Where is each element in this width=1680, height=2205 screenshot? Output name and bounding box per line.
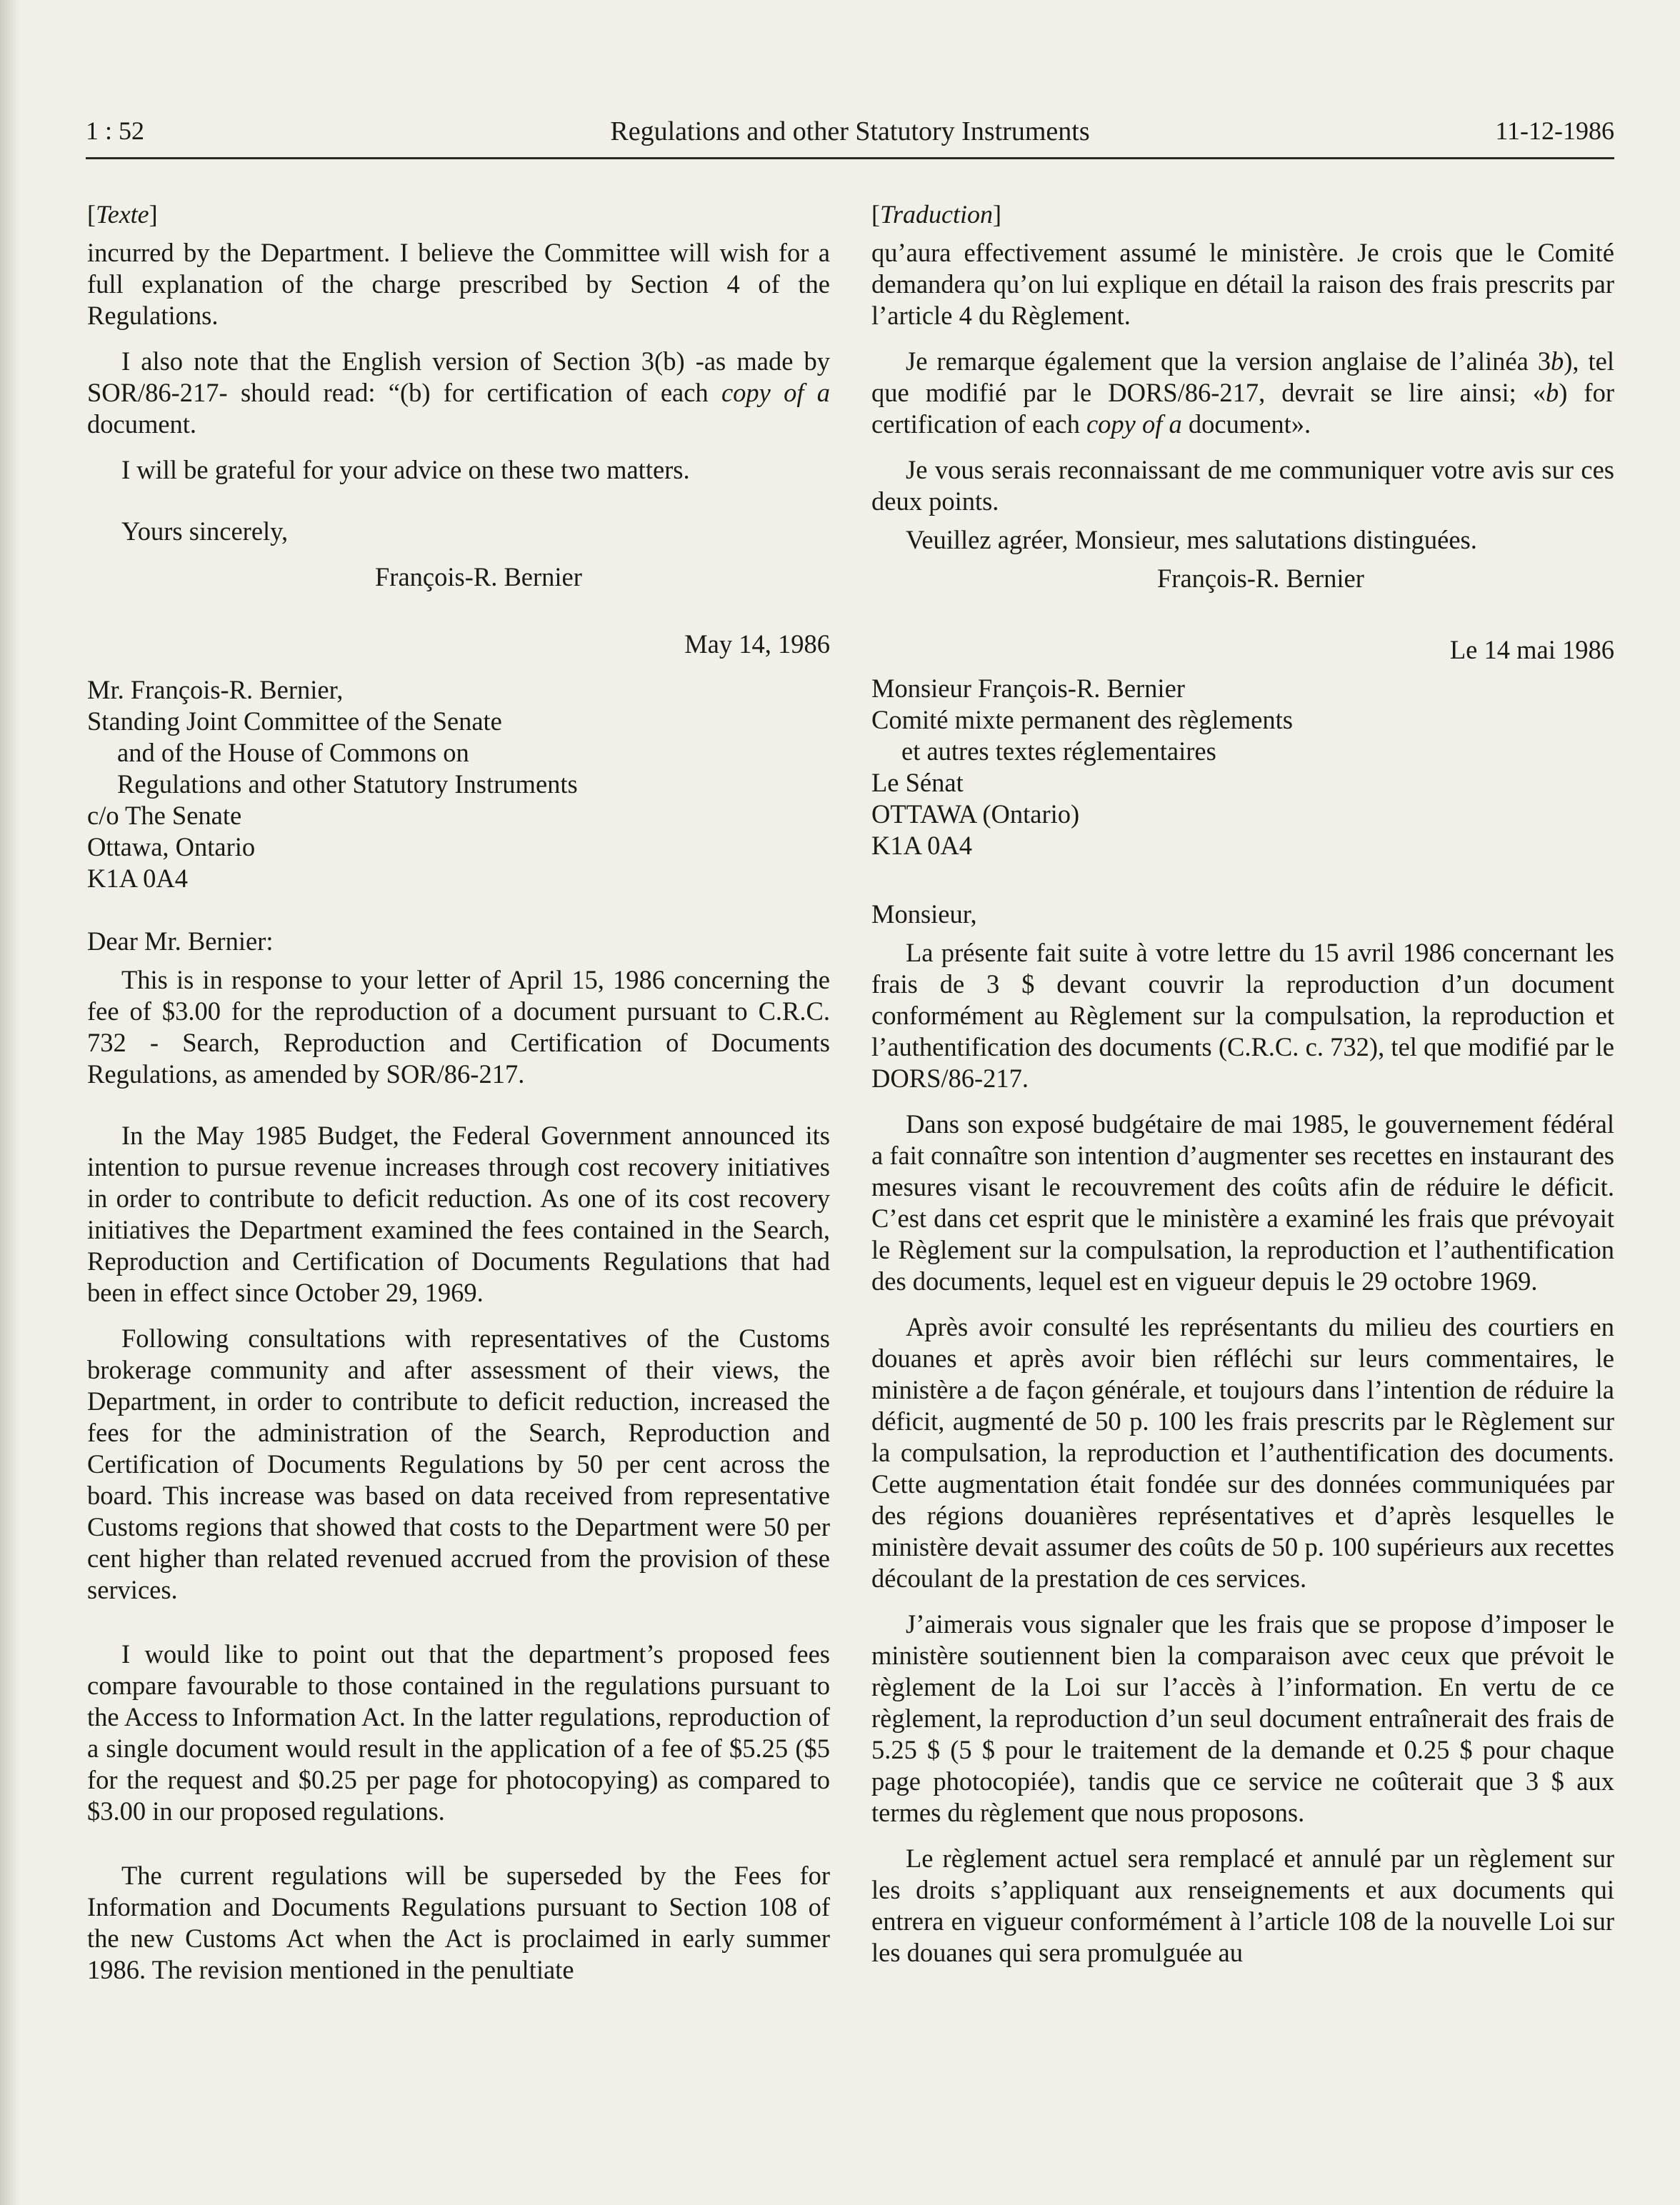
address-block (87, 674, 830, 894)
address-line: c/o The Senate (87, 801, 242, 830)
paragraph: I would like to point out that the department’s proposed fees compare favourable to those contained in the regulations pursuant to the Access to Information Act. In the latter regulations, reproduction of a single document would result in the application of a fee of $5.25 ($5 for the request and $0.25 per page for photocopying) as compared to $3.00 in our proposed regulations. (87, 1639, 830, 1826)
paragraph: Following consultations with representatives of the Customs brokerage community and after assessment of their views, the Department, in order to contribute to deficit reduction, increased the fees for the administration of the Search, Reproduction and Certification of Documents Regulations by 50 per cent across the board. This increase was based on data received from representative Customs regions that showed that costs to the Department were 50 per cent higher than related revenued accrued from the provision of these services. (87, 1324, 830, 1604)
paragraph: Après avoir consulté les représentants du milieu des courtiers en douanes et après avoir bien réfléchi sur leurs commentaires, le ministère a de façon générale, et toujours dans l’intention de réduire la déficit, augmenté de 50 p. 100 les frais prescrits par le Règlement sur la compulsation, la reproduction et l’authentification des documents. Cette augmentation était fondée sur des données communiquées par des régions douanières représentatives et d’après lesquelles le ministère devait assumer des coûts de 50 p. 100 supérieurs aux recettes découlant de la prestation de ces services. (871, 1312, 1614, 1593)
running-title: Regulations and other Statutory Instruments (610, 116, 1090, 146)
address-line: Mr. François-R. Bernier, (87, 675, 344, 704)
paragraph: In the May 1985 Budget, the Federal Government announced its intention to pursue revenue increases through cost recovery initiatives in order to contribute to deficit reduction. As one of its cost recovery initiatives the Department examined the fees contained in the Search, Reproduction and Certification of Documents Regulations that had been in effect since October 29, 1969. (87, 1121, 830, 1307)
paragraph: Je vous serais reconnaissant de me communiquer votre avis sur ces deux points. (871, 455, 1614, 516)
address-line: Ottawa, Ontario (87, 832, 256, 861)
address-line: Monsieur François-R. Bernier (871, 674, 1185, 703)
signature: François-R. Bernier (1157, 564, 1364, 593)
page-edge-shadow (0, 0, 20, 2205)
french-column (871, 199, 1614, 1969)
paragraph: La présente fait suite à votre lettre du 15 avril 1986 concernant les frais de 3 $ devant couvrir la reproduction d’un document conformément au Règlement sur la compulsation, la reproduction et l’authentification des documents (C.R.C. c. 732), tel que modifié par le DORS/86-217. (871, 938, 1614, 1093)
salutation: Dear Mr. Bernier: (87, 926, 274, 956)
closing: Veuillez agréer, Monsieur, mes salutations distinguées. (906, 525, 1477, 554)
address-line: et autres textes réglementaires (901, 736, 1216, 766)
address-line: OTTAWA (Ontario) (871, 799, 1080, 829)
paragraph: Dans son exposé budgétaire de mai 1985, le gouvernement fédéral a fait connaître son intention d’augmenter ses recettes en instaurant des mesures visant le recouvrement des coûts afin de réduire le déficit. C’est dans cet esprit que le ministère a examiné les frais que prévoyait le Règlement sur la compulsation, la reproduction et l’authentification des documents, lequel est en vigueur depuis le 29 octobre 1969. (871, 1109, 1614, 1296)
address-line: Comité mixte permanent des règlements (871, 705, 1293, 734)
english-column (87, 199, 830, 1986)
closing: Yours sincerely, (121, 516, 289, 546)
page-header (86, 113, 1614, 159)
paragraph: J’aimerais vous signaler que les frais que se propose d’imposer le ministère soutiennent bien la comparaison avec ceux que prévoit le règlement de la Loi sur l’accès à l’information. En vertu de ce règlement, la reproduction d’un seul document entraînerait des frais de 5.25 $ (5 $ pour le traitement de la demande et 0.25 $ pour chaque page photocopiée), tandis que ce service ne coûterait que 3 $ aux termes du règlement que nous proposons. (871, 1609, 1614, 1827)
column-label: [Texte] (87, 200, 158, 229)
paragraph: This is in response to your letter of April 15, 1986 concerning the fee of $3.00 for the reproduction of a document pursuant to C.R.C. 732 - Search, Reproduction and Certification of Documents Regulations, as amended by SOR/86-217. (87, 965, 830, 1089)
paragraph: Le règlement actuel sera remplacé et annulé par un règlement sur les droits s’appliquant aux renseignements et aux documents qui entrera en vigueur conformément à l’article 108 de la nouvelle Loi sur les douanes qui sera promulguée au (871, 1844, 1614, 1967)
letter-date: Le 14 mai 1986 (1449, 635, 1614, 664)
paragraph: The current regulations will be superseded by the Fees for Information and Documents Regulations pursuant to Section 108 of the new Customs Act when the Act is proclaimed in early summer 1986. The revision mentioned in the penultiate (87, 1861, 830, 1984)
signature: François-R. Bernier (375, 562, 582, 591)
address-line: Standing Joint Committee of the Senate (87, 706, 502, 736)
address-line: Regulations and other Statutory Instruments (117, 769, 578, 799)
paragraph: I will be grateful for your advice on these two matters. (121, 455, 690, 484)
address-line: K1A 0A4 (871, 831, 972, 860)
address-line: and of the House of Commons on (117, 738, 469, 767)
address-block (871, 673, 1614, 861)
letter-date: May 14, 1986 (684, 629, 830, 659)
column-label: [Traduction] (871, 200, 1002, 229)
page-number: 1 : 52 (86, 116, 145, 145)
address-line: K1A 0A4 (87, 864, 188, 893)
paragraph: I also note that the English version of Section 3(b) -as made by SOR/86-217- should read: “(b) for certification of each copy of a document. (87, 346, 830, 439)
paragraph: Je remarque également que la version anglaise de l’alinéa 3b), tel que modifié par le DORS/86-217, devrait se lire ainsi; «b) for certification of each copy of a document». (871, 346, 1615, 439)
address-line: Le Sénat (871, 768, 964, 797)
paragraph: incurred by the Department. I believe the Committee will wish for a full explanation of the charge prescribed by Section 4 of the Regulations. (87, 238, 830, 330)
salutation: Monsieur, (871, 899, 977, 929)
paragraph: qu’aura effectivement assumé le ministère. Je crois que le Comité demandera qu’on lui explique en détail la raison des frais prescrits par l’article 4 du Règlement. (871, 238, 1614, 330)
header-date: 11-12-1986 (1495, 116, 1614, 145)
